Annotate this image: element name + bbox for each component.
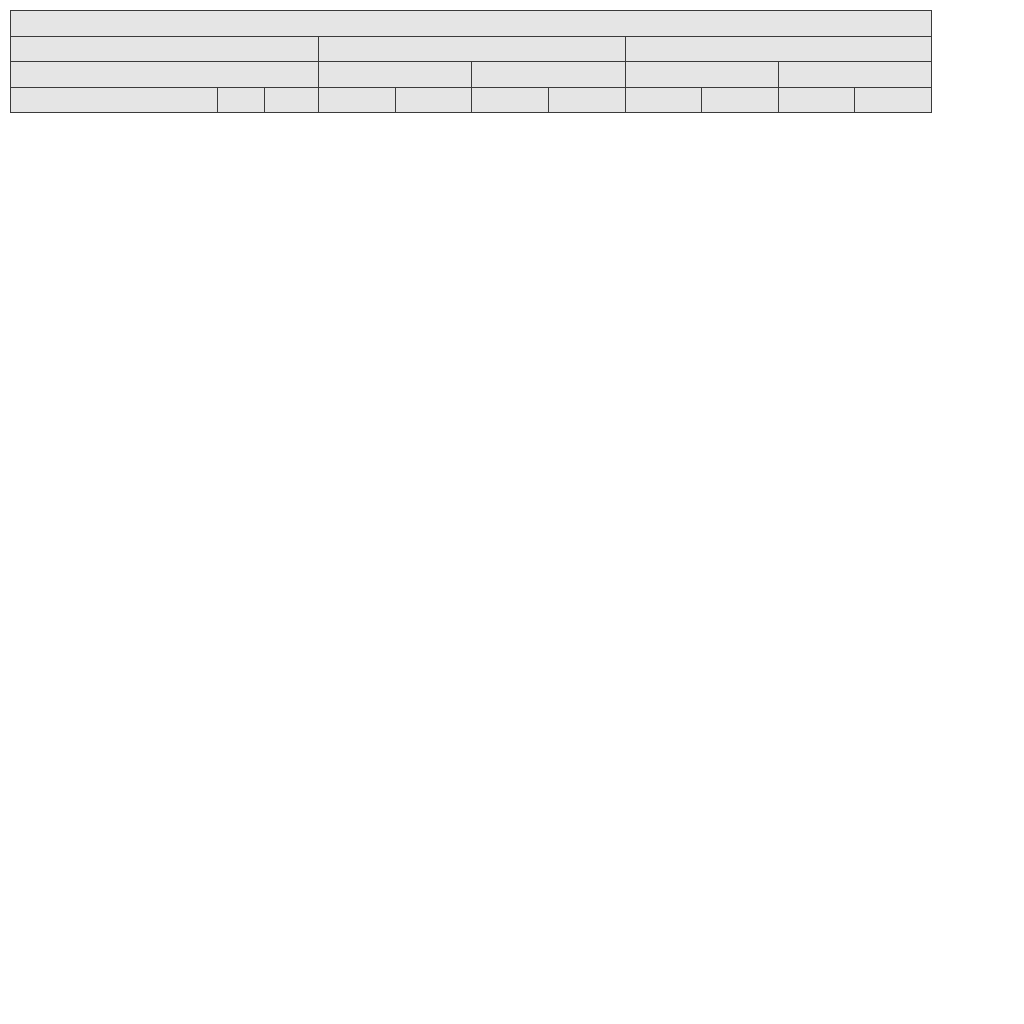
mode-header-std-high (778, 62, 931, 88)
table-title (11, 11, 932, 37)
col-header-city (11, 87, 218, 113)
mode-header-avg-high (472, 62, 625, 88)
col-header-oblique (855, 87, 932, 113)
mode-header-row (11, 62, 932, 88)
date-range (11, 36, 319, 62)
title-row (11, 11, 932, 37)
col-header-oblique (472, 87, 549, 113)
col-header-oblique (548, 87, 625, 113)
col-header-id (218, 87, 265, 113)
col-header-oblique (778, 87, 855, 113)
site-info-header (11, 62, 319, 88)
colorbar (953, 28, 967, 374)
column-header-row (11, 87, 932, 113)
mode-header-std-low (625, 62, 778, 88)
group-header-stddev (625, 36, 932, 62)
col-header-oblique (395, 87, 472, 113)
col-header-oblique (319, 87, 396, 113)
col-header-freq (265, 87, 319, 113)
col-header-oblique (702, 87, 779, 113)
stats-table (10, 10, 932, 113)
group-header-average (319, 36, 626, 62)
group-header-row (11, 36, 932, 62)
mode-header-avg-low (319, 62, 472, 88)
col-header-oblique (625, 87, 702, 113)
